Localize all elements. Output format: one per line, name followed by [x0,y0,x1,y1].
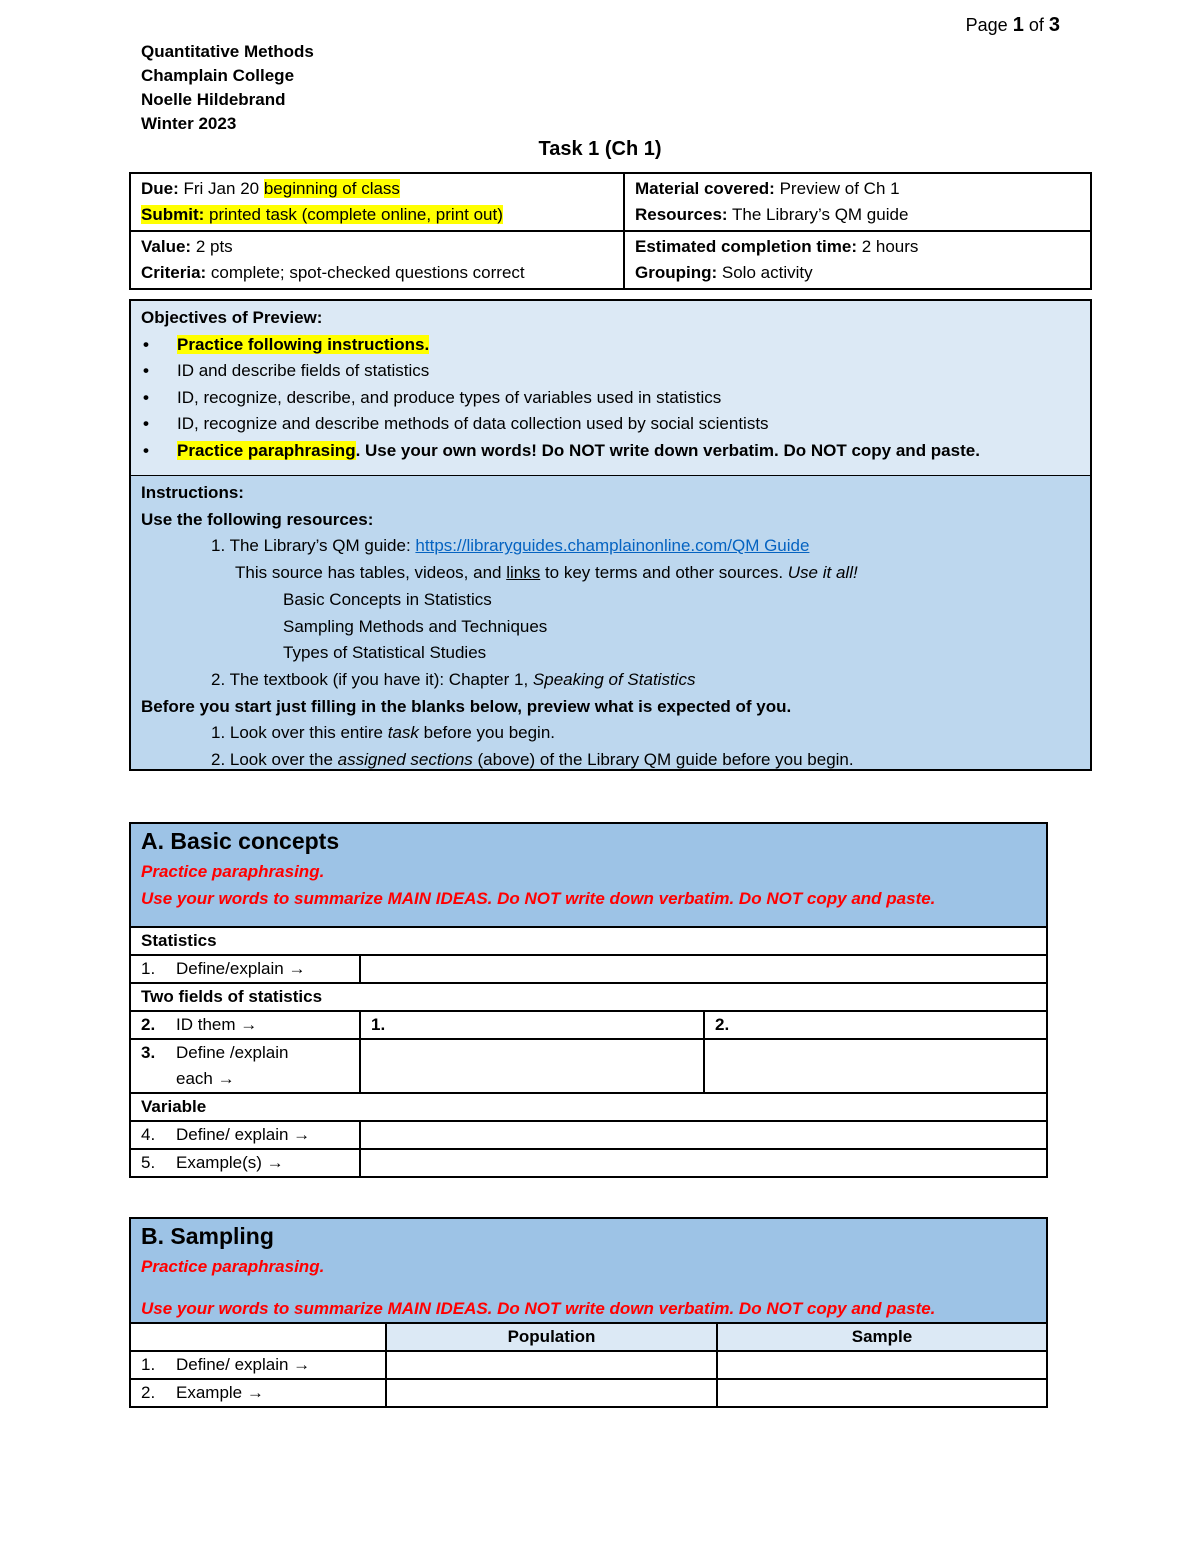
topic-item: Basic Concepts in Statistics [283,589,492,609]
q3-answer-1[interactable] [360,1039,704,1093]
q-number: 1. [141,959,156,978]
q-number: 2. [141,1383,156,1402]
objective-text: ID and describe fields of statistics [177,361,430,381]
instructor-name: Noelle Hildebrand [141,90,286,109]
grouping-label: Grouping: [635,263,718,282]
term: Winter 2023 [141,114,237,133]
q-number: 4. [141,1125,156,1144]
due-highlight: beginning of class [263,179,400,198]
bullet-icon: • [143,414,149,434]
section-b-header [130,1218,1047,1323]
q1-label [130,955,360,983]
q2-label [130,1011,360,1039]
material-resources-cell [624,173,1091,231]
q3-answer-2[interactable] [704,1039,1047,1093]
q-text: Define/explain → [176,959,306,978]
step-text: before you begin. [418,723,556,743]
empty-header-cell [130,1323,386,1351]
page-of: of [1028,15,1044,35]
links-word: links [506,563,541,583]
q4-answer-field[interactable] [360,1121,1047,1149]
q-number: 2. [141,1015,156,1034]
before-you-start: Before you start just filling in the blanks below, preview what is expected of you. [141,696,792,716]
population-example-field[interactable] [386,1379,717,1407]
q-number: 3. [141,1043,156,1062]
objective-item [141,438,1080,465]
fields-heading: Two fields of statistics [130,983,1047,1011]
submit-value: printed task (complete online, print out) [209,205,503,224]
sample-define-field[interactable] [717,1351,1047,1379]
note-emphasis: Use it all! [787,563,858,583]
college-name: Champlain College [141,66,295,85]
instructions-section [131,476,1090,769]
population-column-header: Population [386,1323,717,1351]
bullet-icon: • [143,334,149,354]
step-text: 2. Look over the [211,750,338,770]
q5-label [130,1149,360,1177]
section-b-practice: Practice paraphrasing. [141,1257,325,1276]
resource-2 [141,667,1080,694]
resource-1-prefix: 1. The Library’s QM guide: [211,536,416,556]
section-b-title: B. Sampling [141,1223,274,1249]
page-label: Page [965,15,1008,35]
q-text: ID them → [176,1015,258,1034]
q-text: Define /explain [176,1043,289,1062]
q1-answer-field[interactable] [360,955,1047,983]
objective-highlight: Practice paraphrasing [177,440,356,460]
resource-2-prefix: 2. The textbook (if you have it): Chapter 1, [211,669,533,689]
textbook-title: Speaking of Statistics [532,669,696,689]
note-text: This source has tables, videos, and [235,563,507,583]
objective-text: ID, recognize and describe methods of data collection used by social scientists [177,414,769,434]
resources-value: The Library’s QM guide [732,205,909,224]
criteria-value: complete; spot-checked questions correct [210,263,525,282]
section-b-table [129,1217,1048,1408]
b-q2-label [130,1379,386,1407]
q2-answer-1[interactable]: 1. [360,1011,704,1039]
q2-answer-2[interactable]: 2. [704,1011,1047,1039]
step-1 [141,720,1080,747]
step-text: 1. Look over this entire [211,723,388,743]
q-text: Define/ explain → [176,1125,311,1144]
time-label: Estimated completion time: [635,237,857,256]
sample-example-field[interactable] [717,1379,1047,1407]
qm-guide-link[interactable]: https://libraryguides.champlainonline.com/QM Guide [415,536,810,556]
objective-text: . Use your own words! Do NOT write down verbatim. Do NOT copy and paste. [355,440,980,460]
section-b-instruction: Use your words to summarize MAIN IDEAS. Do NOT write down verbatim. Do NOT copy and paste. [141,1299,936,1318]
material-label: Material covered: [635,179,775,198]
q3-label [130,1039,360,1093]
section-a-header [130,823,1047,927]
bullet-icon: • [143,387,149,407]
criteria-label: Criteria: [141,263,207,282]
course-name: Quantitative Methods [141,42,314,61]
statistics-heading: Statistics [130,927,1047,955]
instructions-title: Instructions: [141,483,244,502]
step-text: (above) of the Library QM guide before you begin. [472,750,854,770]
b-q1-label [130,1351,386,1379]
section-a-instruction: Use your words to summarize MAIN IDEAS. Do NOT write down verbatim. Do NOT copy and paste. [141,889,936,908]
objective-item [141,358,1080,385]
objectives-title: Objectives of Preview: [141,308,323,327]
section-a-table [129,822,1048,1178]
use-resources-heading: Use the following resources: [141,509,374,529]
time-grouping-cell [624,231,1091,289]
q4-label [130,1121,360,1149]
note-text: to key terms and other sources. [540,563,788,583]
due-label: Due: [141,179,179,198]
variable-heading: Variable [130,1093,1047,1121]
objective-item [141,332,1080,359]
page-number [966,14,1060,37]
task-info-table [129,172,1092,290]
document-header [141,40,314,136]
page-current: 1 [1012,14,1024,36]
objective-item [141,385,1080,412]
task-title: Task 1 (Ch 1) [538,138,662,160]
value-label: Value: [141,237,192,256]
resources-label: Resources: [635,205,728,224]
q-text: each → [176,1069,235,1088]
time-value: 2 hours [861,237,919,256]
objectives-list [141,332,1080,465]
step-emphasis: assigned sections [337,750,473,770]
submit-label: Submit: [141,205,205,224]
bullet-icon: • [143,440,149,460]
value-value: 2 pts [195,237,233,256]
bullet-icon: • [143,361,149,381]
objective-text: ID, recognize, describe, and produce types of variables used in statistics [177,387,722,407]
objectives-section [131,301,1090,476]
objective-text: Practice following instructions. [177,334,430,354]
topic-item: Types of Statistical Studies [283,643,487,663]
value-criteria-cell [130,231,624,289]
population-define-field[interactable] [386,1351,717,1379]
grouping-value: Solo activity [721,263,813,282]
q-text: Example → [176,1383,264,1402]
section-a-practice: Practice paraphrasing. [141,862,325,881]
q-text: Define/ explain → [176,1355,311,1374]
section-a-title: A. Basic concepts [141,828,340,854]
objectives-instructions-box [129,299,1092,771]
resource-1 [141,533,1080,560]
material-value: Preview of Ch 1 [779,179,900,198]
objective-item [141,411,1080,438]
q-number: 1. [141,1355,156,1374]
q-number: 5. [141,1153,156,1172]
due-value: Fri Jan 20 [183,179,260,198]
topic-item: Sampling Methods and Techniques [283,616,548,636]
page-total: 3 [1048,14,1060,36]
sample-column-header: Sample [717,1323,1047,1351]
step-emphasis: task [387,723,419,743]
q5-answer-field[interactable] [360,1149,1047,1177]
step-2 [141,747,1080,774]
resource-1-note [141,560,1080,587]
q-text: Example(s) → [176,1153,284,1172]
due-submit-cell [130,173,624,231]
